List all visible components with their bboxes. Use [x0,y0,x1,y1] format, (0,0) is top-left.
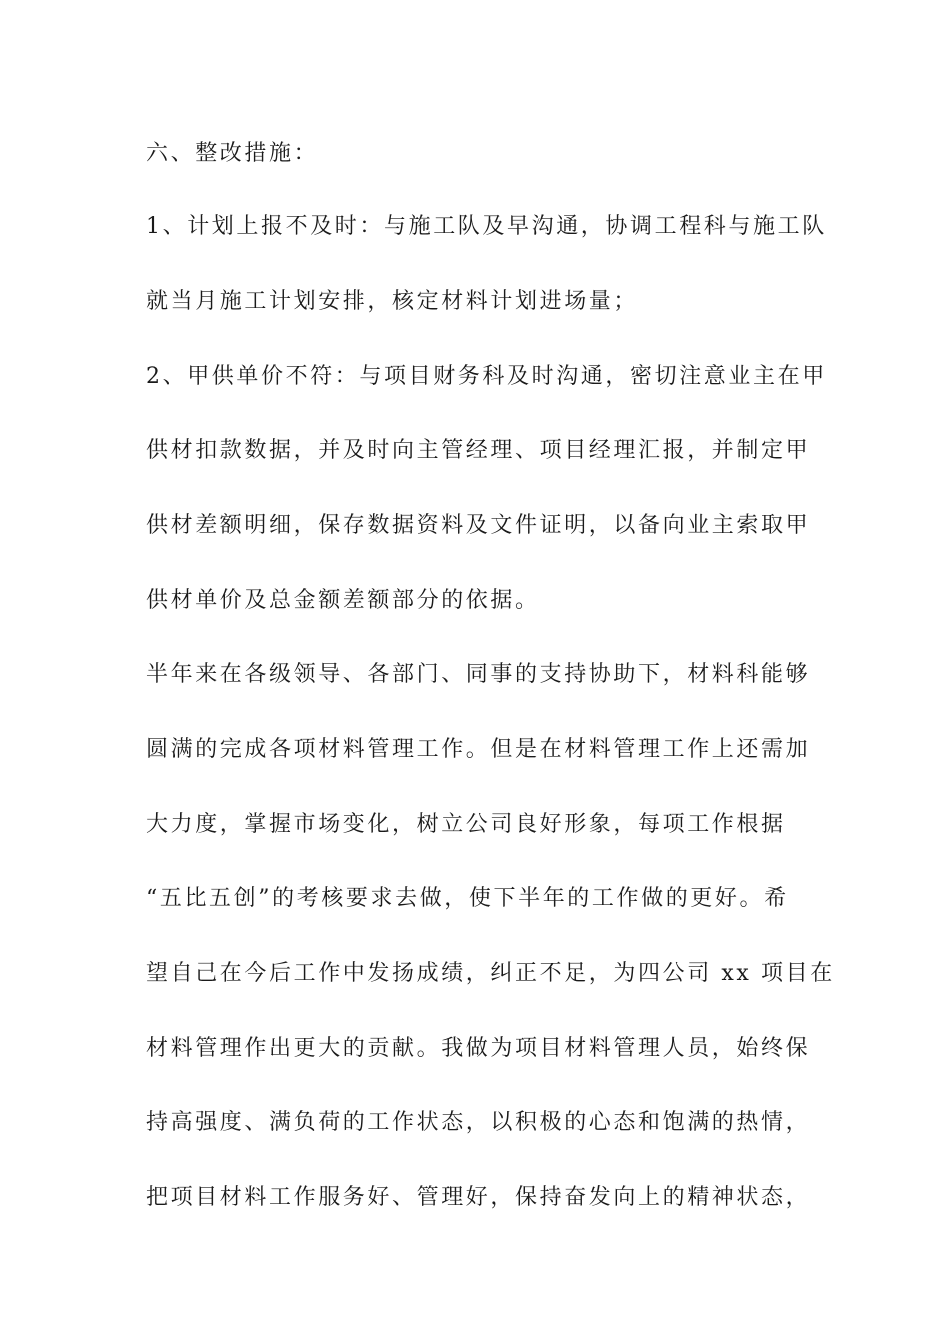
text-line: 圆满的完成各项材料管理工作。但是在材料管理工作上还需加 [146,737,811,762]
text-line: 就当月施工计划安排，核定材料计划进场量； [146,289,639,314]
text-line: 供材差额明细，保存数据资料及文件证明，以备向业主索取甲 [146,513,811,538]
text-line: 1、计划上报不及时：与施工队及早沟通，协调工程科与施工队 [146,214,827,239]
text-line: 材料管理作出更大的贡献。我做为项目材料管理人员，始终保 [146,1036,811,1061]
text-line: 持高强度、满负荷的工作状态，以积极的心态和饱满的热情， [146,1110,811,1135]
text-line: 望自己在今后工作中发扬成绩，纠正不足，为四公司 xx 项目在 [146,961,835,986]
section-heading: 六、整改措施： [146,141,319,166]
text-line: 供材单价及总金额差额部分的依据。 [146,588,540,613]
text-line: 把项目材料工作服务好、管理好，保持奋发向上的精神状态， [146,1185,811,1210]
text-line: 大力度，掌握市场变化，树立公司良好形象，每项工作根据 [146,812,786,837]
text-line: 供材扣款数据，并及时向主管经理、项目经理汇报，并制定甲 [146,438,811,463]
text-line: 2、甲供单价不符：与项目财务科及时沟通，密切注意业主在甲 [146,364,827,389]
text-line: 半年来在各级领导、各部门、同事的支持协助下，材料科能够 [146,662,811,687]
text-line: “五比五创”的考核要求去做，使下半年的工作做的更好。希 [146,886,789,911]
